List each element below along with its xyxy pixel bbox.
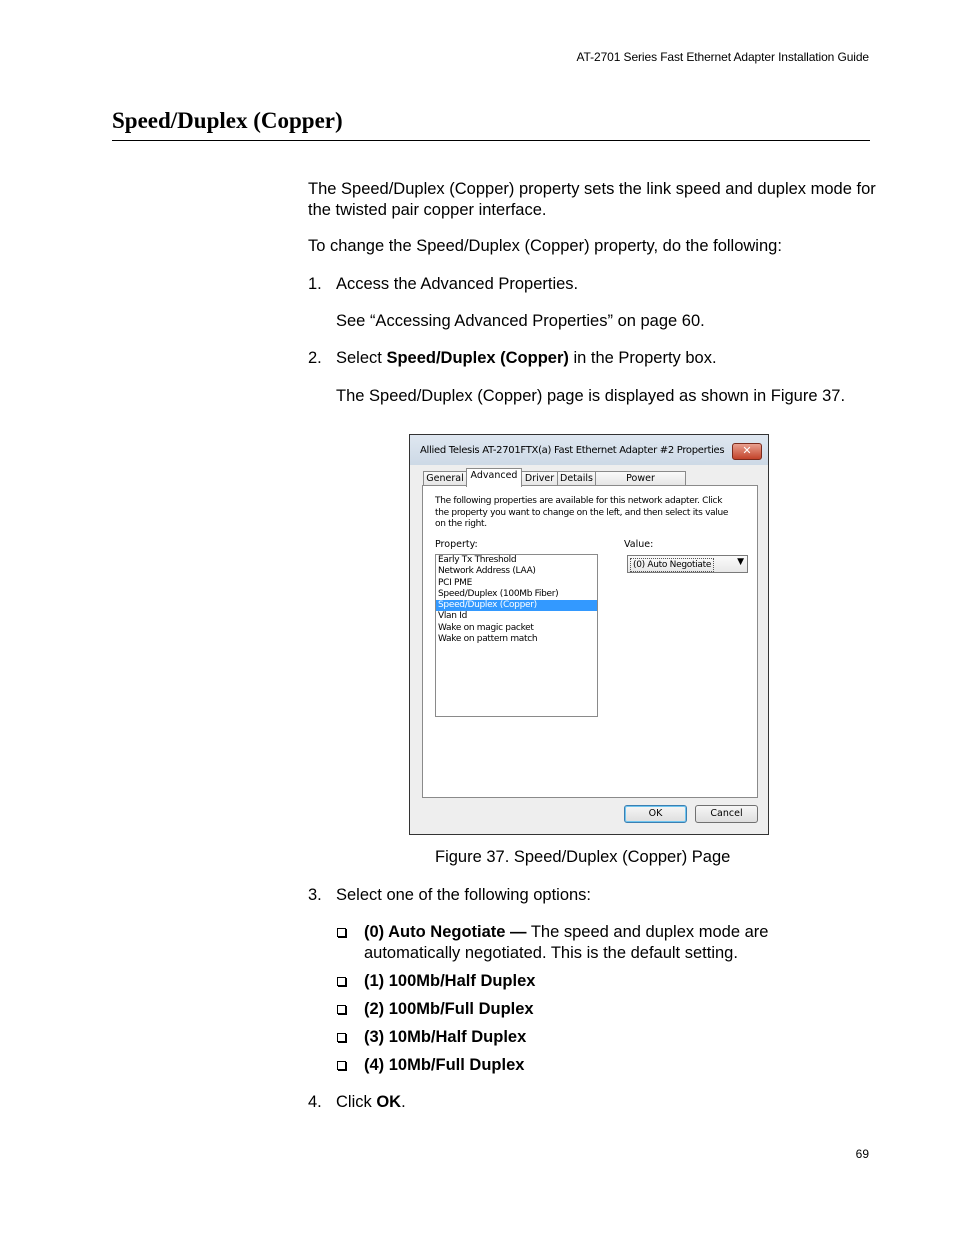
step-3-text: Select one of the following options:	[336, 886, 592, 904]
title-divider	[112, 140, 870, 141]
checkbox-bullet-icon	[337, 1033, 346, 1042]
property-list[interactable]	[435, 554, 598, 717]
cancel-button[interactable]: Cancel	[695, 805, 758, 823]
tab-advanced[interactable]: Advanced	[466, 468, 522, 487]
page-number: 69	[855, 1147, 869, 1161]
step-4-number: 4.	[308, 1093, 322, 1111]
property-item[interactable]: Vlan Id	[438, 611, 468, 622]
option-100mb-half: (1) 100Mb/Half Duplex	[364, 972, 536, 990]
properties-dialog-figure	[409, 434, 769, 835]
option-10mb-half: (3) 10Mb/Half Duplex	[364, 1028, 527, 1046]
intro-paragraph: The Speed/Duplex (Copper) property sets the link speed and duplex mode for the twisted pair copper interface.	[308, 180, 876, 219]
property-item-selected[interactable]: Speed/Duplex (Copper)	[436, 600, 597, 611]
property-item[interactable]: Wake on magic packet	[438, 622, 534, 633]
dialog-titlebar	[410, 435, 768, 465]
value-dropdown[interactable]	[627, 555, 748, 573]
value-selected: (0) Auto Negotiate	[630, 558, 714, 572]
property-item[interactable]: Speed/Duplex (100Mb Fiber)	[438, 588, 559, 599]
close-icon[interactable]: ✕	[732, 443, 762, 460]
option-100mb-full: (2) 100Mb/Full Duplex	[364, 1000, 534, 1018]
checkbox-bullet-icon	[337, 928, 346, 937]
value-label: Value:	[624, 539, 654, 550]
step-2-text: Select Speed/Duplex (Copper) in the Property box.	[336, 349, 717, 367]
instructions-intro: To change the Speed/Duplex (Copper) property, do the following:	[308, 237, 782, 255]
chevron-down-icon: ▼	[737, 557, 744, 567]
property-item[interactable]: Wake on pattern match	[438, 634, 538, 645]
checkbox-bullet-icon	[337, 977, 346, 986]
step-3-number: 3.	[308, 886, 322, 904]
panel-description: The following properties are available for this network adapter. Click the property you want to change on the left, and then select its value on the right.	[435, 496, 729, 529]
checkbox-bullet-icon	[337, 1005, 346, 1014]
section-title: Speed/Duplex (Copper)	[112, 108, 343, 133]
step-4-text: Click OK.	[336, 1093, 406, 1111]
property-item[interactable]: Network Address (LAA)	[438, 566, 536, 577]
tab-details[interactable]: Details	[557, 471, 596, 486]
step-2-number: 2.	[308, 349, 322, 367]
tab-general[interactable]: General	[423, 471, 467, 486]
figure-caption: Figure 37. Speed/Duplex (Copper) Page	[435, 848, 731, 866]
option-auto-negotiate: (0) Auto Negotiate — The speed and duplex mode are automatically negotiated. This is the default setting.	[364, 923, 769, 962]
property-item[interactable]: PCI PME	[438, 577, 473, 588]
step-1-text: Access the Advanced Properties.	[336, 275, 579, 293]
ok-button[interactable]: OK	[624, 805, 687, 823]
step-1-number: 1.	[308, 275, 322, 293]
tab-driver[interactable]: Driver	[521, 471, 558, 486]
advanced-tab-panel	[422, 485, 758, 798]
step-2-result: The Speed/Duplex (Copper) page is displayed as shown in Figure 37.	[336, 387, 846, 405]
checkbox-bullet-icon	[337, 1061, 346, 1070]
running-header: AT-2701 Series Fast Ethernet Adapter Installation Guide	[576, 50, 869, 64]
option-10mb-full: (4) 10Mb/Full Duplex	[364, 1056, 525, 1074]
dialog-title: Allied Telesis AT-2701FTX(a) Fast Ethernet Adapter #2 Properties	[420, 445, 725, 456]
property-label: Property:	[435, 539, 478, 550]
property-item[interactable]: Early Tx Threshold	[438, 555, 517, 565]
tab-power-management[interactable]: Power	[595, 471, 686, 486]
step-1-reference: See “Accessing Advanced Properties” on page 60.	[336, 312, 705, 330]
